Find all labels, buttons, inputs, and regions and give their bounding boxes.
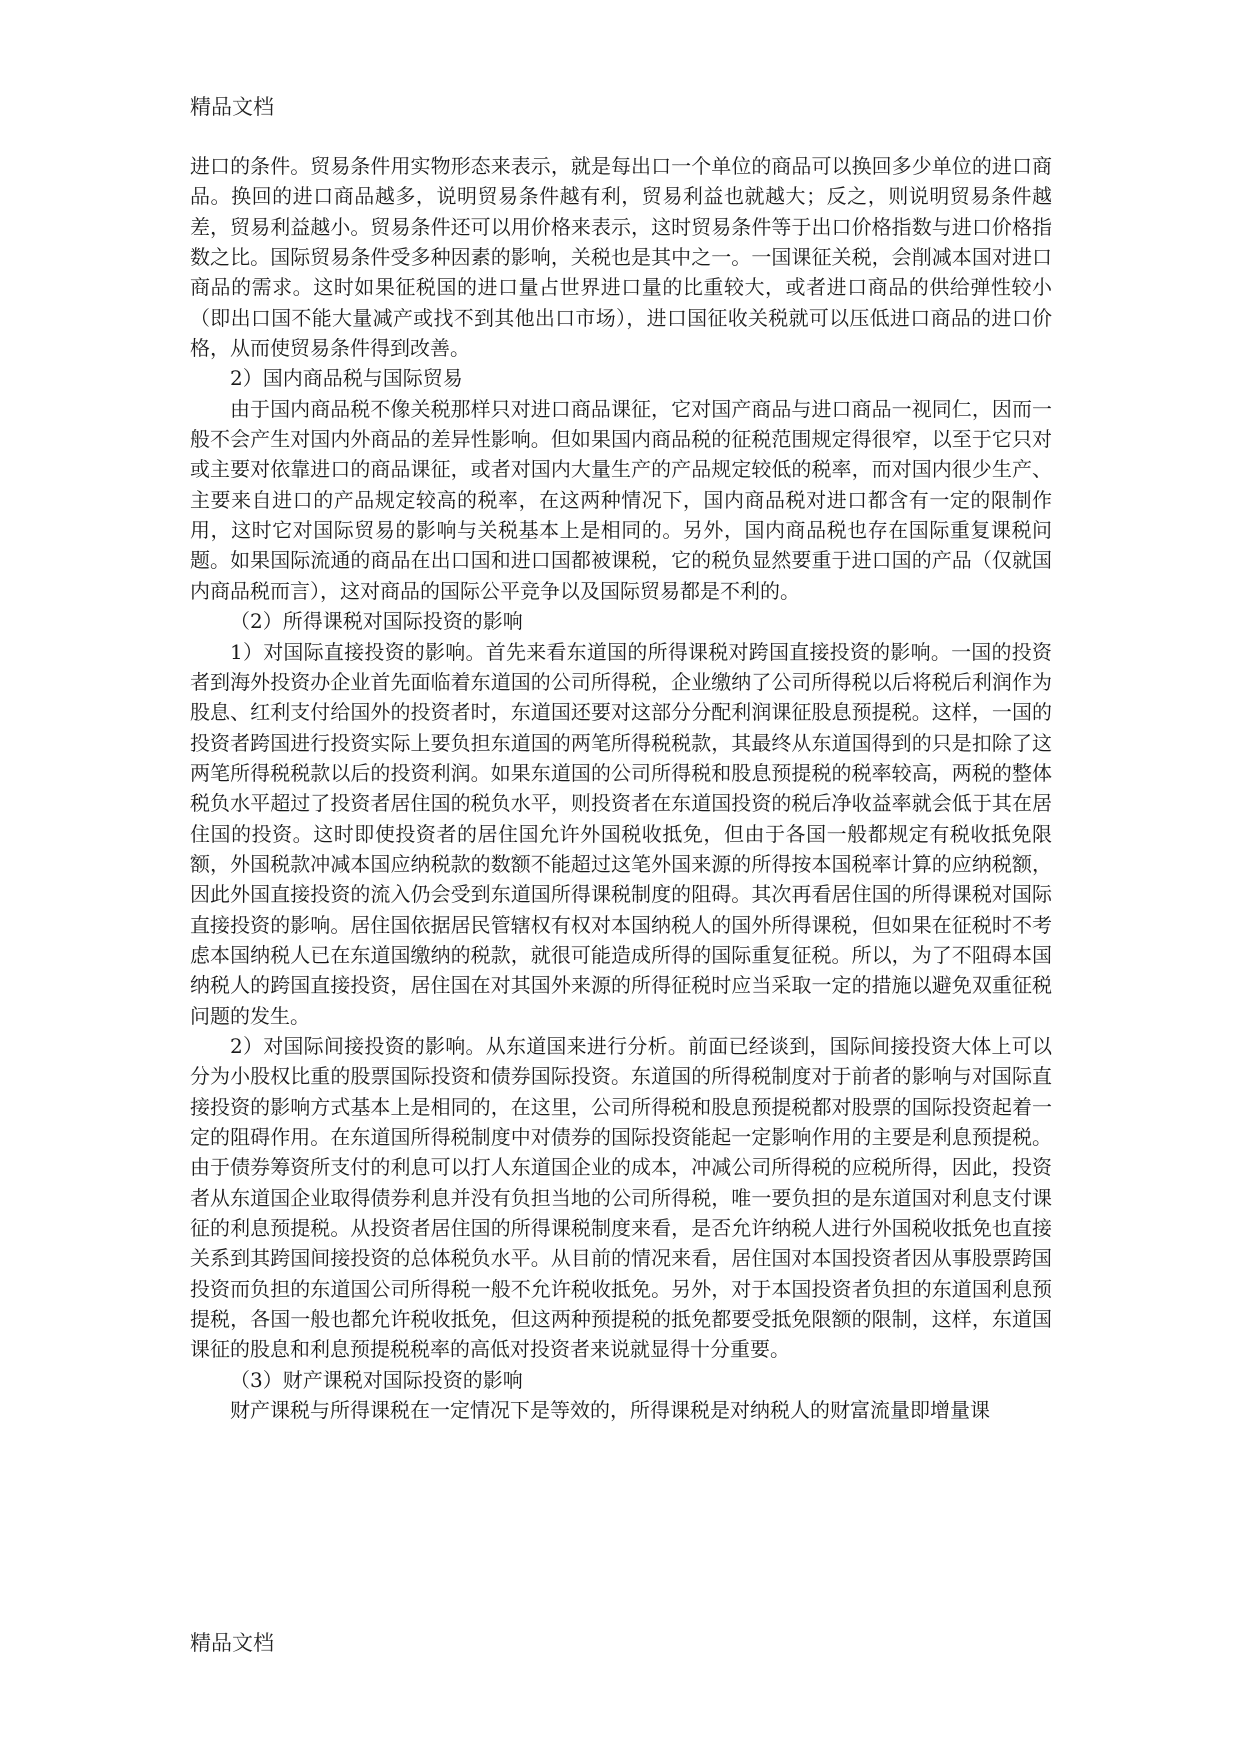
paragraph-domestic-commodity-tax: 由于国内商品税不像关税那样只对进口商品课征，它对国产商品与进口商品一视同仁，因而一般不会产生对国内外商品的差异性影响。但如果国内商品税的征税范围规定得很窄，以至于它只对或主要对依靠进口的商品课征，或者对国内大量生产的产品规定较低的税率，而对国内很少生产、主要来自进口的产品规定较高的税率，在这两种情况下，国内商品税对进口都含有一定的限制作用，这时它对国际贸易的影响与关税基本上是相同的。另外，国内商品税也存在国际重复课税问题。如果国际流通的商品在出口国和进口国都被课税，它的税负显然要重于进口国的产品（仅就国内商品税而言），这对商品的国际公平竞争以及国际贸易都是不利的。 — [190, 396, 1052, 603]
heading-domestic-commodity-tax: 2）国内商品税与国际贸易 — [230, 366, 463, 391]
page-footer: 精品文档 — [190, 1631, 274, 1655]
page-header: 精品文档 — [190, 95, 274, 119]
heading-income-tax-investment: （2）所得课税对国际投资的影响 — [230, 609, 523, 634]
paragraph-property-tax: 财产课税与所得课税在一定情况下是等效的，所得课税是对纳税人的财富流量即增量课 — [230, 1398, 990, 1423]
paragraph-trade-terms: 进口的条件。贸易条件用实物形态来表示，就是每出口一个单位的商品可以换回多少单位的进口商品。换回的进口商品越多，说明贸易条件越有利，贸易利益也就越大；反之，则说明贸易条件越差，贸易利益越小。贸易条件还可以用价格来表示，这时贸易条件等于出口价格指数与进口价格指数之比。国际贸易条件受多种因素的影响，关税也是其中之一。一国课征关税，会削减本国对进口商品的需求。这时如果征税国的进口量占世界进口量的比重较大，或者进口商品的供给弹性较小（即出口国不能大量减产或找不到其他出口市场），进口国征收关税就可以压低进口商品的进口价格，从而使贸易条件得到改善。 — [190, 154, 1052, 361]
paragraph-direct-investment: 1）对国际直接投资的影响。首先来看东道国的所得课税对跨国直接投资的影响。一国的投资者到海外投资办企业首先面临着东道国的公司所得税，企业缴纳了公司所得税以后将税后利润作为股息、红利支付给国外的投资者时，东道国还要对这部分分配利润课征股息预提税。这样，一国的投资者跨国进行投资实际上要负担东道国的两笔所得税税款，其最终从东道国得到的只是扣除了这两笔所得税税款以后的投资利润。如果东道国的公司所得税和股息预提税的税率较高，两税的整体税负水平超过了投资者居住国的税负水平，则投资者在东道国投资的税后净收益率就会低于其在居住国的投资。这时即使投资者的居住国允许外国税收抵免，但由于各国一般都规定有税收抵免限额，外国税款冲减本国应纳税款的数额不能超过这笔外国来源的所得按本国税率计算的应纳税额，因此外国直接投资的流入仍会受到东道国所得课税制度的阻碍。其次再看居住国的所得课税对国际直接投资的影响。居住国依据居民管辖权有权对本国纳税人的国外所得课税，但如果在征税时不考虑本国纳税人已在东道国缴纳的税款，就很可能造成所得的国际重复征税。所以，为了不阻碍本国纳税人的跨国直接投资，居住国在对其国外来源的所得征税时应当采取一定的措施以避免双重征税问题的发生。 — [190, 639, 1052, 1028]
paragraph-indirect-investment: 2）对国际间接投资的影响。从东道国来进行分析。前面已经谈到，国际间接投资大体上可以分为小股权比重的股票国际投资和债券国际投资。东道国的所得税制度对于前者的影响与对国际直接投资的影响方式基本上是相同的，在这里，公司所得税和股息预提税都对股票的国际投资起着一定的阻碍作用。在东道国所得税制度中对债券的国际投资能起一定影响作用的主要是利息预提税。由于债券筹资所支付的利息可以打人东道国企业的成本，冲减公司所得税的应税所得，因此，投资者从东道国企业取得债券利息并没有负担当地的公司所得税，唯一要负担的是东道国对利息支付课征的利息预提税。从投资者居住国的所得课税制度来看，是否允许纳税人进行外国税收抵免也直接关系到其跨国间接投资的总体税负水平。从目前的情况来看，居住国对本国投资者因从事股票跨国投资而负担的东道国公司所得税一般不允许税收抵免。另外，对于本国投资者负担的东道国利息预提税，各国一般也都允许税收抵免，但这两种预提税的抵免都要受抵免限额的限制，这样，东道国课征的股息和利息预提税税率的高低对投资者来说就显得十分重要。 — [190, 1033, 1052, 1362]
document-body — [190, 151, 1052, 1425]
heading-property-tax-investment: （3）财产课税对国际投资的影响 — [230, 1367, 523, 1392]
